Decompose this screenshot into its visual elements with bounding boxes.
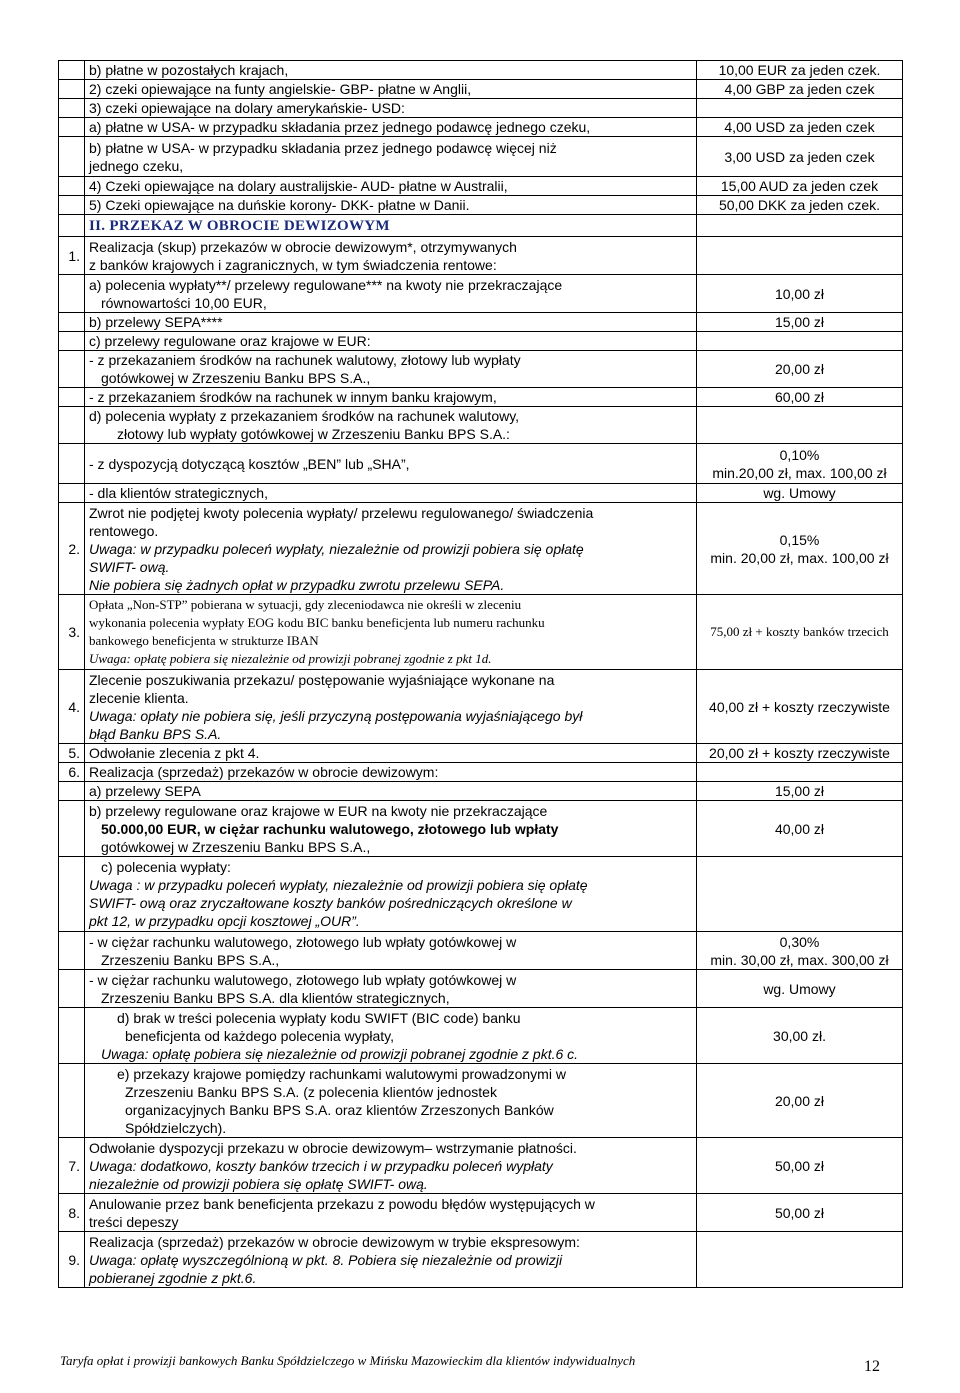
text-line: d) brak w treści polecenia wypłaty kodu SWIFT (BIC code) banku <box>117 1009 521 1026</box>
row-description <box>85 313 697 332</box>
row-description <box>85 61 697 80</box>
row-fee <box>697 763 903 782</box>
text-line: rentowego. <box>89 522 159 539</box>
text-line: a) polecenia wypłaty**/ przelewy regulowane*** na kwoty nie przekraczające <box>89 276 563 293</box>
row-description <box>85 177 697 196</box>
section-heading <box>85 215 697 237</box>
row-description <box>85 137 697 177</box>
row-description <box>85 118 697 137</box>
row-description <box>85 801 697 857</box>
text-line: a) przelewy SEPA <box>89 783 201 799</box>
row-description <box>85 99 697 118</box>
text-line: 4) Czeki opiewające na dolary australijskie- AUD- płatne w Australii, <box>89 178 508 194</box>
text-line: błąd Banku BPS S.A. <box>89 725 222 742</box>
table-row <box>59 1194 903 1232</box>
row-description <box>85 670 697 744</box>
row-number <box>59 137 85 177</box>
row-number <box>59 782 85 801</box>
row-number: 6. <box>59 763 85 782</box>
row-fee <box>697 1008 903 1064</box>
text-line: Nie pobiera się żadnych opłat w przypadku zwrotu przelewu SEPA. <box>89 576 505 593</box>
text-line: 50,00 zł <box>774 1157 825 1174</box>
table-row <box>59 1232 903 1288</box>
row-description <box>85 332 697 351</box>
text-line: pobieranej zgodnie z pkt.6. <box>89 1269 257 1286</box>
text-line: 20,00 zł <box>774 1092 825 1109</box>
text-line: 2) czeki opiewające na funty angielskie- GBP- płatne w Anglii, <box>89 81 472 97</box>
table-row <box>59 177 903 196</box>
table-row <box>59 857 903 932</box>
text-line: a) płatne w USA- w przypadku składania przez jednego podawcę jednego czeku, <box>89 119 591 135</box>
row-number: 1. <box>59 237 85 275</box>
row-fee <box>697 932 903 970</box>
text-line: Uwaga : w przypadku poleceń wypłaty, niezależnie od prowizji pobiera się opłatę <box>89 877 588 893</box>
page-number: 12 <box>864 1358 880 1375</box>
row-description <box>85 763 697 782</box>
text-line: - w ciężar rachunku walutowego, złotowego lub wpłaty gotówkowej w <box>89 933 517 950</box>
row-number <box>59 932 85 970</box>
text-line: e) przekazy krajowe pomiędzy rachunkami walutowymi prowadzonymi w <box>117 1065 566 1082</box>
table-row <box>59 782 903 801</box>
table-row <box>59 503 903 595</box>
row-description <box>85 1008 697 1064</box>
text-line: równowartości 10,00 EUR, <box>101 294 267 311</box>
row-number <box>59 332 85 351</box>
row-fee <box>697 670 903 744</box>
row-fee <box>697 351 903 388</box>
text-line: złotowy lub wypłaty gotówkowej w Zrzeszeniu Banku BPS S.A.: <box>117 426 510 442</box>
text-line: min.20,00 zł, max. 100,00 zł <box>712 464 887 481</box>
text-line: Uwaga: opłatę wyszczególnioną w pkt. 8. Pobiera się niezależnie od prowizji <box>89 1251 563 1268</box>
text-line: 40,00 zł <box>774 820 825 837</box>
text-line: Zlecenie poszukiwania przekazu/ postępowanie wyjaśniające wykonane na <box>89 671 555 688</box>
row-description <box>85 237 697 275</box>
row-description <box>85 1232 697 1288</box>
table-row <box>59 275 903 313</box>
text-line: pkt 12, w przypadku opcji kosztowej „OUR”. <box>89 913 360 929</box>
section-heading-row <box>59 215 903 237</box>
text-line: 40,00 zł + koszty rzeczywiste <box>709 698 890 715</box>
row-fee <box>697 80 903 99</box>
table-row <box>59 763 903 782</box>
row-description <box>85 1194 697 1232</box>
text-line: 0,10% <box>779 446 820 463</box>
text-line: bankowego beneficjenta w strukturze IBAN <box>89 633 319 648</box>
row-number: 7. <box>59 1138 85 1194</box>
row-number <box>59 1008 85 1064</box>
table-row <box>59 237 903 275</box>
text-line: wykonania polecenia wypłaty EOG kodu BIC banku beneficjenta lub numeru rachunku <box>89 615 545 630</box>
row-description <box>85 932 697 970</box>
text-line: Odwołanie zlecenia z pkt 4. <box>89 745 260 761</box>
text-line: Realizacja (skup) przekazów w obrocie dewizowym*, otrzymywanych <box>89 238 517 255</box>
text-line: Uwaga: w przypadku poleceń wypłaty, niezależnie od prowizji pobiera się opłatę <box>89 540 584 557</box>
row-description <box>85 1138 697 1194</box>
text-line: 3,00 USD za jeden czek <box>724 148 875 165</box>
text-line: min. 20,00 zł, max. 100,00 zł <box>710 549 889 566</box>
text-line: wg. Umowy <box>763 485 836 501</box>
row-description <box>85 351 697 388</box>
row-number <box>59 196 85 215</box>
row-fee <box>697 99 903 118</box>
text-line: d) polecenia wypłaty z przekazaniem środków na rachunek walutowy, <box>89 408 520 424</box>
text-line: Uwaga: dodatkowo, koszty banków trzecich i w przypadku poleceń wypłaty <box>89 1157 553 1174</box>
row-number <box>59 970 85 1008</box>
row-number <box>59 444 85 484</box>
text-line: min. 30,00 zł, max. 300,00 zł <box>710 951 889 968</box>
table-row <box>59 1064 903 1138</box>
row-description <box>85 196 697 215</box>
row-fee <box>697 137 903 177</box>
row-fee <box>697 237 903 275</box>
text-line: 15,00 zł <box>774 314 825 330</box>
table-row <box>59 196 903 215</box>
text-line: Realizacja (sprzedaż) przekazów w obrocie dewizowym: <box>89 764 439 780</box>
row-fee <box>697 332 903 351</box>
page-footer: Taryfa opłat i prowizji bankowych Banku Spółdzielczego w Mińsku Mazowieckim dla klientów indywidualnych <box>60 1353 636 1368</box>
row-description <box>85 484 697 503</box>
text-line: 50.000,00 EUR, w ciężar rachunku walutowego, złotowego lub wpłaty <box>101 820 559 837</box>
row-number <box>59 215 85 237</box>
row-description <box>85 80 697 99</box>
row-fee <box>697 388 903 407</box>
text-line: treści depeszy <box>89 1213 179 1230</box>
table-row <box>59 670 903 744</box>
row-fee <box>697 275 903 313</box>
text-line: 0,15% <box>779 531 820 548</box>
text-line: c) polecenia wypłaty: <box>101 859 231 875</box>
row-fee <box>697 970 903 1008</box>
row-fee <box>697 444 903 484</box>
text-line: jednego czeku, <box>89 157 184 174</box>
row-number <box>59 99 85 118</box>
row-description <box>85 407 697 444</box>
table-row <box>59 61 903 80</box>
table-row <box>59 484 903 503</box>
row-number <box>59 80 85 99</box>
row-description <box>85 782 697 801</box>
row-number <box>59 177 85 196</box>
text-line: 15,00 AUD za jeden czek <box>720 178 879 194</box>
table-row <box>59 332 903 351</box>
row-number: 9. <box>59 1232 85 1288</box>
text-line: c) przelewy regulowane oraz krajowe w EUR: <box>89 333 371 349</box>
text-line: Spółdzielczych). <box>125 1119 227 1136</box>
text-line: Zwrot nie podjętej kwoty polecenia wypłaty/ przelewu regulowanego/ świadczenia <box>89 504 594 521</box>
text-line: b) przelewy regulowane oraz krajowe w EUR na kwoty nie przekraczające <box>89 802 548 819</box>
row-fee <box>697 118 903 137</box>
text-line: z banków krajowych i zagranicznych, w tym świadczenia rentowe: <box>89 256 497 273</box>
text-line: 15,00 zł <box>774 783 825 799</box>
row-fee <box>697 484 903 503</box>
row-number <box>59 407 85 444</box>
row-description <box>85 744 697 763</box>
text-line: niezależnie od prowizji pobiera się opłatę SWIFT- ową. <box>89 1175 428 1192</box>
text-line: SWIFT- ową oraz zryczałtowane koszty banków pośredniczących określone w <box>89 895 572 911</box>
text-line: 50,00 zł <box>774 1204 825 1221</box>
row-number <box>59 61 85 80</box>
row-description <box>85 275 697 313</box>
table-row <box>59 388 903 407</box>
row-number <box>59 388 85 407</box>
text-line: SWIFT- ową. <box>89 558 170 575</box>
row-fee <box>697 1232 903 1288</box>
text-line: 10,00 zł <box>774 285 825 302</box>
table-row <box>59 801 903 857</box>
row-fee <box>697 1194 903 1232</box>
row-number: 3. <box>59 595 85 670</box>
row-description <box>85 388 697 407</box>
text-line: gotówkowej w Zrzeszeniu Banku BPS S.A., <box>101 370 371 386</box>
text-line: Opłata „Non-STP” pobierana w sytuacji, gdy zleceniodawca nie określi w zleceniu <box>89 597 522 612</box>
table-row <box>59 595 903 670</box>
row-number: 8. <box>59 1194 85 1232</box>
text-line: 75,00 zł + koszty banków trzecich <box>710 624 889 639</box>
text-line: 20,00 zł <box>774 361 825 377</box>
text-line: b) płatne w pozostałych krajach, <box>89 62 289 78</box>
text-line: 4,00 GBP za jeden czek <box>724 81 875 97</box>
row-description <box>85 970 697 1008</box>
row-number <box>59 118 85 137</box>
text-line: b) płatne w USA- w przypadku składania przez jednego podawcę więcej niż <box>89 139 557 156</box>
text-line: Uwaga: opłaty nie pobiera się, jeśli przyczyną postępowania wyjaśniającego był <box>89 707 583 724</box>
text-line: wg. Umowy <box>763 980 836 997</box>
text-line: 60,00 zł <box>774 389 825 405</box>
text-line: Uwaga: opłatę pobiera się niezależnie od prowizji pobranej zgodnie z pkt 1d. <box>89 651 492 666</box>
table-row <box>59 99 903 118</box>
row-fee <box>697 177 903 196</box>
row-fee <box>697 61 903 80</box>
text-line: 50,00 DKK za jeden czek. <box>718 197 881 213</box>
text-line: - dla klientów strategicznych, <box>89 485 268 501</box>
row-number: 5. <box>59 744 85 763</box>
row-description <box>85 444 697 484</box>
row-fee <box>697 215 903 237</box>
row-fee <box>697 407 903 444</box>
row-description <box>85 503 697 595</box>
table-row <box>59 407 903 444</box>
table-row <box>59 970 903 1008</box>
row-number <box>59 313 85 332</box>
row-description <box>85 857 697 932</box>
row-number <box>59 484 85 503</box>
text-line: II. PRZEKAZ W OBROCIE DEWIZOWYM <box>89 217 390 234</box>
row-description <box>85 595 697 670</box>
row-fee <box>697 503 903 595</box>
row-fee <box>697 744 903 763</box>
fee-table <box>58 60 903 1288</box>
text-line: Zrzeszeniu Banku BPS S.A. (z polecenia klientów jednostek <box>125 1083 497 1100</box>
row-number <box>59 801 85 857</box>
text-line: organizacyjnych Banku BPS S.A. oraz klientów Zrzeszonych Banków <box>125 1101 554 1118</box>
text-line: - z przekazaniem środków na rachunek walutowy, złotowy lub wypłaty <box>89 352 521 368</box>
table-row <box>59 137 903 177</box>
text-line: zlecenie klienta. <box>89 689 189 706</box>
row-number <box>59 857 85 932</box>
row-description <box>85 1064 697 1138</box>
text-line: - z dyspozycją dotyczącą kosztów „BEN” lub „SHA”, <box>89 455 410 472</box>
text-line: Odwołanie dyspozycji przekazu w obrocie dewizowym– wstrzymanie płatności. <box>89 1139 577 1156</box>
text-line: Realizacja (sprzedaż) przekazów w obrocie dewizowym w trybie ekspresowym: <box>89 1233 580 1250</box>
table-row <box>59 1138 903 1194</box>
row-fee <box>697 801 903 857</box>
table-row <box>59 118 903 137</box>
row-number: 4. <box>59 670 85 744</box>
text-line: 3) czeki opiewające na dolary amerykańskie- USD: <box>89 100 405 116</box>
table-row <box>59 444 903 484</box>
table-row <box>59 1008 903 1064</box>
row-number <box>59 1064 85 1138</box>
table-row <box>59 351 903 388</box>
row-fee <box>697 595 903 670</box>
table-row <box>59 80 903 99</box>
row-fee <box>697 857 903 932</box>
fee-table-body <box>59 61 903 1288</box>
text-line: Uwaga: opłatę pobiera się niezależnie od prowizji pobranej zgodnie z pkt.6 c. <box>101 1045 579 1062</box>
text-line: Anulowanie przez bank beneficjenta przekazu z powodu błędów występujących w <box>89 1195 595 1212</box>
text-line: 5) Czeki opiewające na duńskie korony- DKK- płatne w Danii. <box>89 197 470 213</box>
text-line: - w ciężar rachunku walutowego, złotowego lub wpłaty gotówkowej w <box>89 971 517 988</box>
row-number: 2. <box>59 503 85 595</box>
text-line: Zrzeszeniu Banku BPS S.A. dla klientów strategicznych, <box>101 989 450 1006</box>
text-line: 4,00 USD za jeden czek <box>724 119 875 135</box>
row-fee <box>697 1138 903 1194</box>
text-line: gotówkowej w Zrzeszeniu Banku BPS S.A., <box>101 838 371 855</box>
text-line: - z przekazaniem środków na rachunek w innym banku krajowym, <box>89 389 497 405</box>
text-line: 10,00 EUR za jeden czek. <box>718 62 881 78</box>
text-line: 30,00 zł. <box>773 1027 826 1044</box>
text-line: 0,30% <box>779 933 820 950</box>
text-line: 20,00 zł + koszty rzeczywiste <box>709 745 890 761</box>
text-line: Zrzeszeniu Banku BPS S.A., <box>101 951 280 968</box>
row-fee <box>697 782 903 801</box>
text-line: b) przelewy SEPA**** <box>89 314 223 330</box>
row-fee <box>697 196 903 215</box>
text-line: beneficjenta od każdego polecenia wypłaty, <box>125 1027 395 1044</box>
row-number <box>59 275 85 313</box>
row-fee <box>697 313 903 332</box>
row-number <box>59 351 85 388</box>
table-row <box>59 932 903 970</box>
table-row <box>59 313 903 332</box>
table-row <box>59 744 903 763</box>
row-fee <box>697 1064 903 1138</box>
